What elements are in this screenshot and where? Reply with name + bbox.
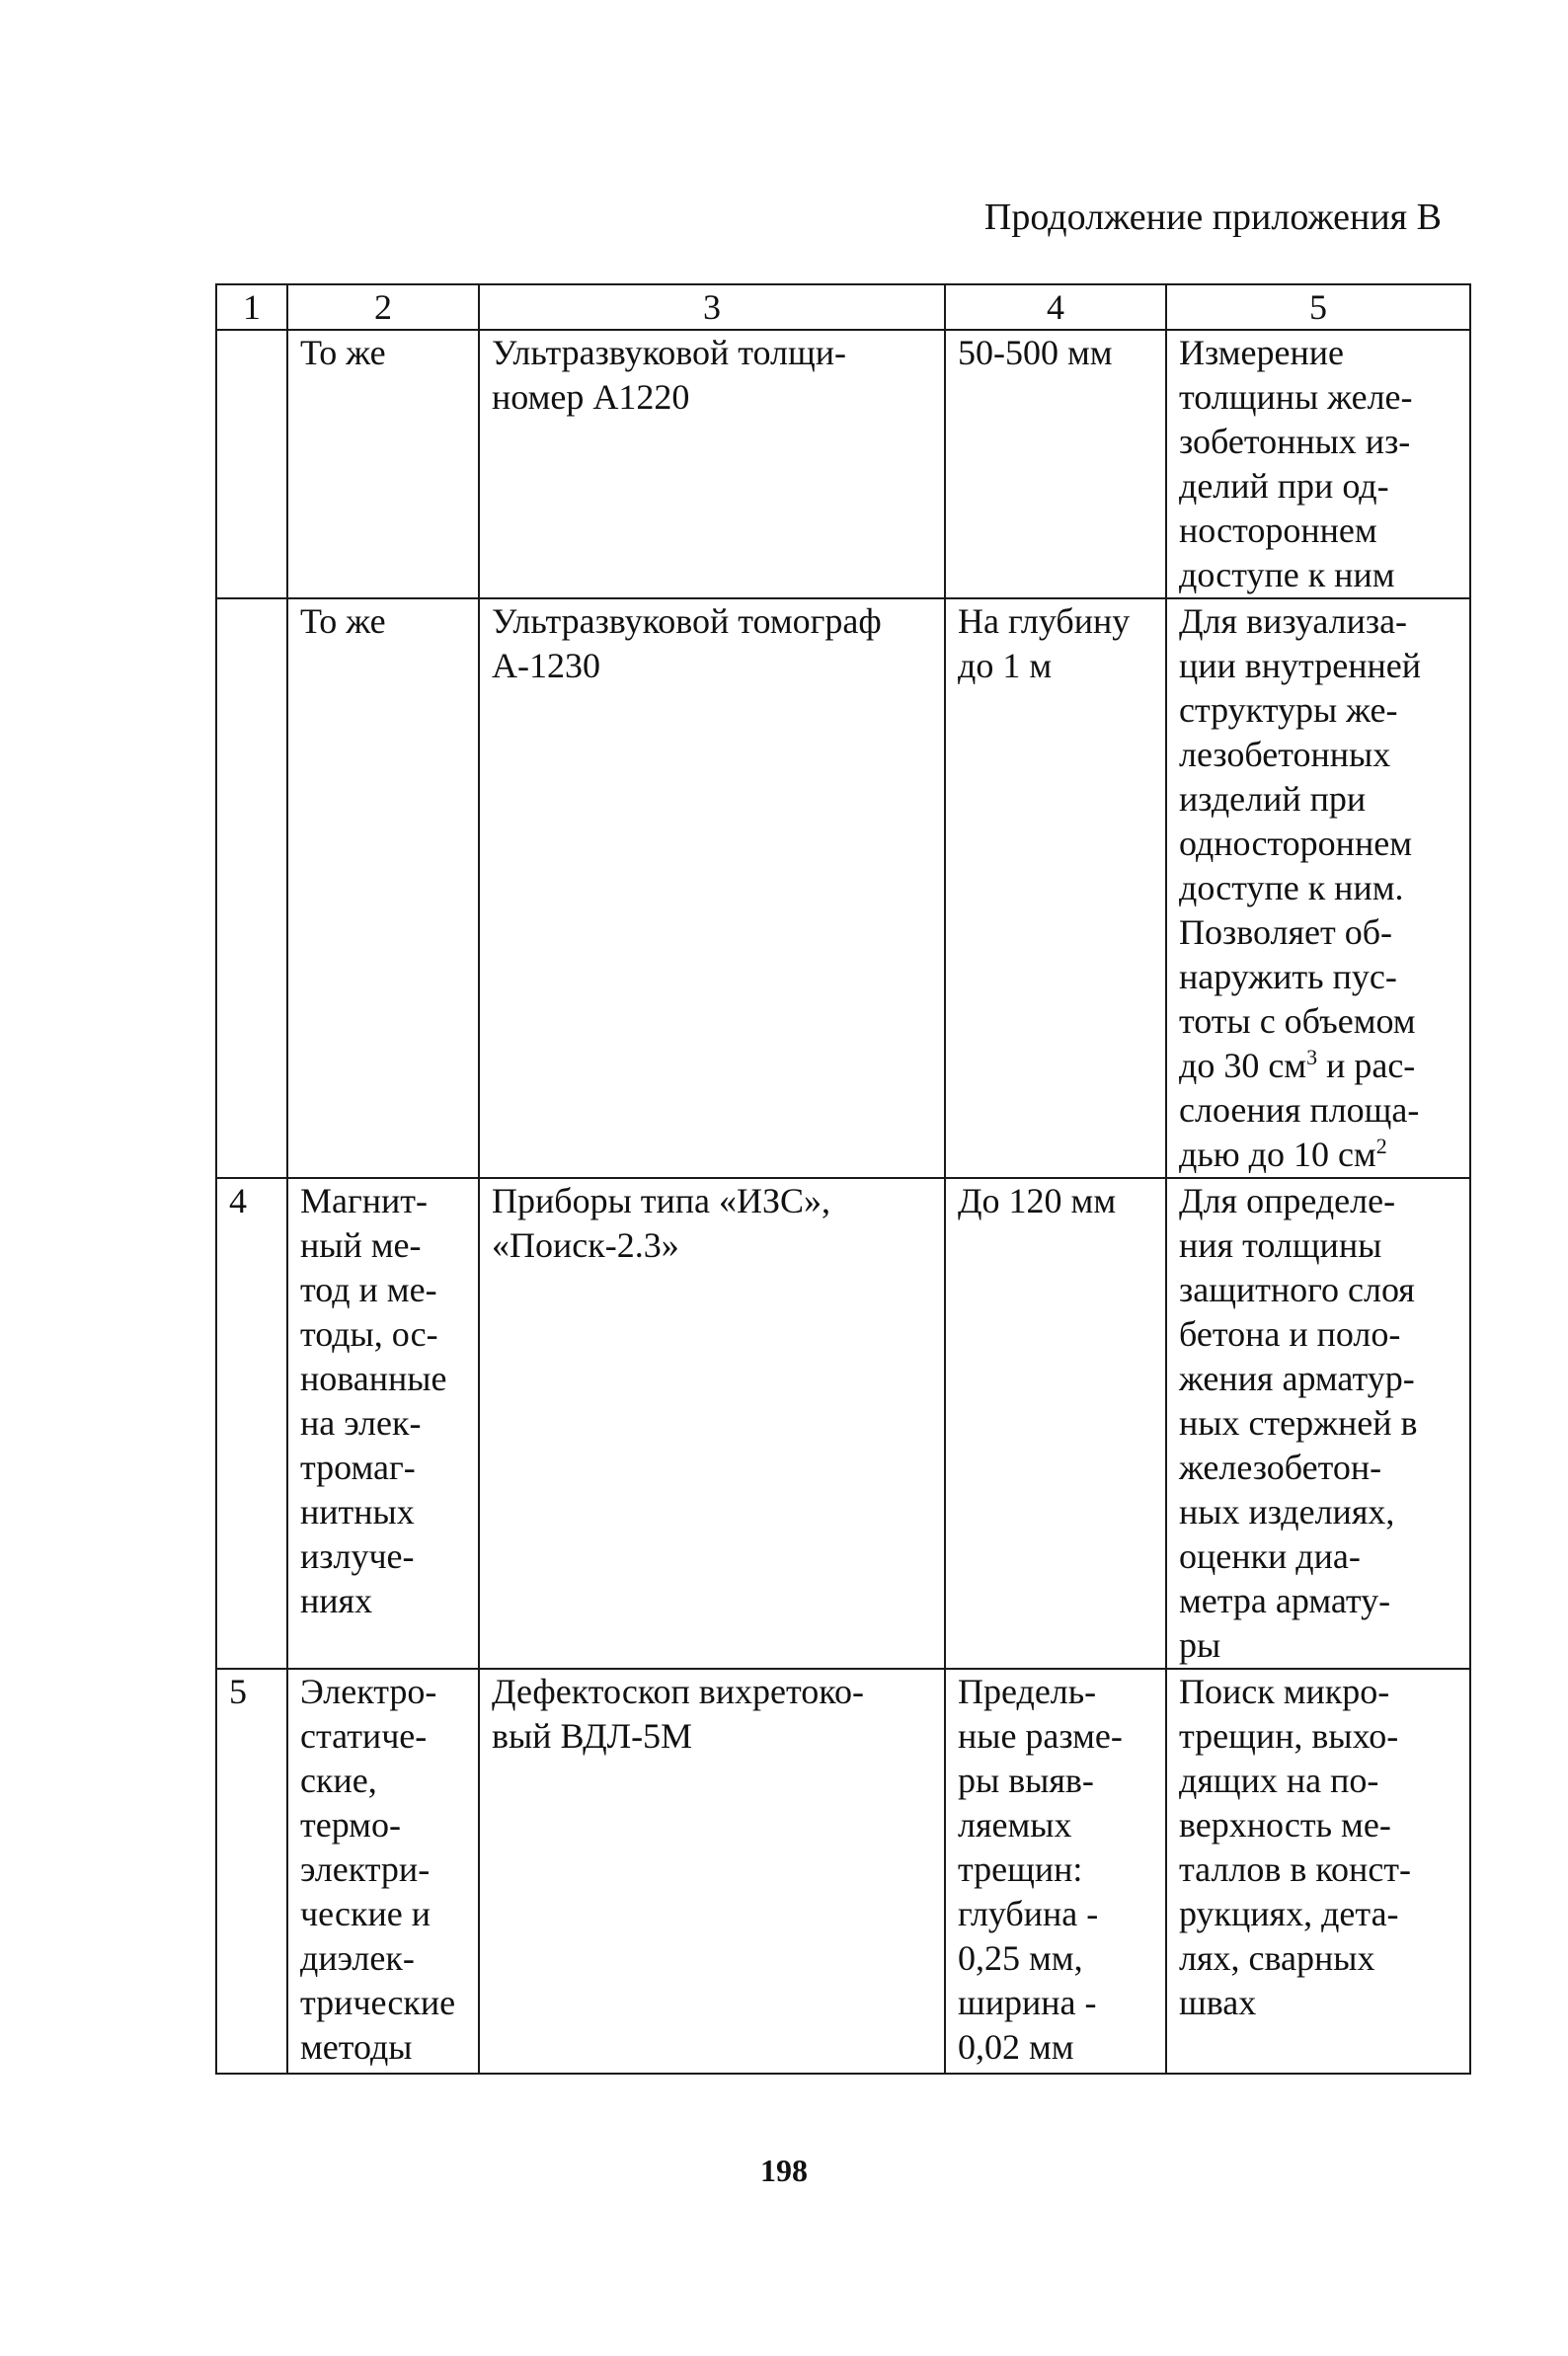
method-text: тод и ме- xyxy=(300,1270,437,1309)
purpose-cell xyxy=(1166,330,1470,598)
column-header: 1 xyxy=(216,284,287,330)
column-header: 2 xyxy=(287,284,479,330)
purpose-text: Позволяет об- xyxy=(1179,912,1393,952)
purpose-text: Для визуализа- xyxy=(1179,601,1408,641)
purpose-text: защитного слоя xyxy=(1179,1270,1415,1309)
method-text: диэлек- xyxy=(300,1938,415,1978)
purpose-volume-suffix: и рас- xyxy=(1317,1046,1416,1085)
purpose-area-prefix: дью до 10 см xyxy=(1179,1135,1376,1174)
device-text: Ультразвуковой толщи- xyxy=(492,333,846,372)
table-row xyxy=(216,1669,1470,2074)
method-cell xyxy=(287,598,479,1178)
purpose-text: Для определе- xyxy=(1179,1181,1396,1220)
range-text: На глубину xyxy=(958,601,1131,641)
range-text: ляемых xyxy=(958,1805,1072,1845)
device-text: А-1230 xyxy=(492,646,600,685)
purpose-area-superscript: 2 xyxy=(1375,1134,1387,1158)
purpose-text: лезобетонных xyxy=(1179,735,1391,774)
purpose-text: ции внутренней xyxy=(1179,646,1421,685)
column-header: 3 xyxy=(479,284,945,330)
purpose-text: жения арматур- xyxy=(1179,1359,1415,1398)
method-cell xyxy=(287,330,479,598)
purpose-text: ры xyxy=(1179,1625,1221,1665)
table-row xyxy=(216,1178,1470,1669)
device-cell xyxy=(479,598,945,1178)
range-text: ширина - xyxy=(958,1983,1097,2022)
device-text: «Поиск-2.3» xyxy=(492,1225,679,1265)
method-text: ниях xyxy=(300,1581,373,1620)
purpose-text: ностороннем xyxy=(1179,510,1377,550)
range-text: ные разме- xyxy=(958,1716,1123,1756)
range-text: трещин: xyxy=(958,1849,1083,1889)
row-number-cell xyxy=(216,330,287,598)
appendix-table xyxy=(215,283,1471,2075)
purpose-text: трещин, выхо- xyxy=(1179,1716,1399,1756)
method-text: нованные xyxy=(300,1359,447,1398)
purpose-text: бетона и поло- xyxy=(1179,1314,1401,1354)
purpose-text: тоты с объемом xyxy=(1179,1001,1416,1041)
method-text: статиче- xyxy=(300,1716,428,1756)
purpose-volume-line xyxy=(1179,1044,1459,1088)
purpose-volume-prefix: до 30 см xyxy=(1179,1046,1307,1085)
method-text: ный ме- xyxy=(300,1225,422,1265)
method-text: Магнит- xyxy=(300,1181,429,1220)
method-text: ские, xyxy=(300,1761,377,1800)
purpose-text: таллов в конст- xyxy=(1179,1849,1412,1889)
row-number-cell xyxy=(216,1669,287,2074)
method-text: ческие и xyxy=(300,1894,431,1933)
purpose-text: изделий при xyxy=(1179,779,1367,819)
range-text: Предель- xyxy=(958,1672,1097,1711)
table-header-row xyxy=(216,284,1470,330)
device-cell xyxy=(479,1178,945,1669)
purpose-text: структуры же- xyxy=(1179,690,1398,730)
range-cell xyxy=(945,1178,1166,1669)
range-cell xyxy=(945,598,1166,1178)
purpose-text: рукциях, дета- xyxy=(1179,1894,1399,1933)
purpose-text: делий при од- xyxy=(1179,466,1389,506)
range-text: ры выяв- xyxy=(958,1761,1094,1800)
method-text: нитных xyxy=(300,1492,415,1531)
purpose-text: зобетонных из- xyxy=(1179,422,1411,461)
device-text: Приборы типа «ИЗС», xyxy=(492,1181,831,1220)
range-text: глубина - xyxy=(958,1894,1099,1933)
column-header: 4 xyxy=(945,284,1166,330)
purpose-text: дящих на по- xyxy=(1179,1761,1379,1800)
method-cell xyxy=(287,1178,479,1669)
purpose-cell xyxy=(1166,1178,1470,1669)
range-cell xyxy=(945,1669,1166,2074)
method-text: электри- xyxy=(300,1849,431,1889)
range-text: 0,02 мм xyxy=(958,2027,1074,2067)
purpose-cell xyxy=(1166,598,1470,1178)
row-number: 5 xyxy=(229,1672,247,1711)
purpose-text: швах xyxy=(1179,1983,1257,2022)
purpose-cell xyxy=(1166,1669,1470,2074)
purpose-text: ных изделиях, xyxy=(1179,1492,1395,1531)
column-header: 5 xyxy=(1166,284,1470,330)
purpose-text: толщины желе- xyxy=(1179,377,1413,417)
range-cell xyxy=(945,330,1166,598)
method-cell xyxy=(287,1669,479,2074)
purpose-text: одностороннем xyxy=(1179,824,1412,863)
range-text: 0,25 мм, xyxy=(958,1938,1083,1978)
purpose-text: метра армату- xyxy=(1179,1581,1391,1620)
device-text: номер А1220 xyxy=(492,377,690,417)
method-text: на элек- xyxy=(300,1403,422,1443)
row-number: 4 xyxy=(229,1181,247,1220)
device-text: Ультразвуковой томограф xyxy=(492,601,882,641)
row-number-cell xyxy=(216,1178,287,1669)
method-text: тоды, ос- xyxy=(300,1314,438,1354)
method-text: термо- xyxy=(300,1805,401,1845)
purpose-text: ния толщины xyxy=(1179,1225,1382,1265)
purpose-volume-superscript: 3 xyxy=(1306,1045,1318,1069)
purpose-text: Измерение xyxy=(1179,333,1344,372)
method-text: То же xyxy=(300,601,386,641)
purpose-text: лях, сварных xyxy=(1179,1938,1375,1978)
purpose-text: ных стержней в xyxy=(1179,1403,1418,1443)
purpose-area-line xyxy=(1179,1133,1459,1177)
table-row xyxy=(216,598,1470,1178)
device-cell xyxy=(479,330,945,598)
purpose-text: слоения площа- xyxy=(1179,1090,1420,1130)
purpose-text: оценки диа- xyxy=(1179,1536,1361,1576)
method-text: методы xyxy=(300,2027,413,2067)
method-text: тромаг- xyxy=(300,1448,416,1487)
device-text: Дефектоскоп вихретоко- xyxy=(492,1672,864,1711)
device-text: вый ВДЛ-5М xyxy=(492,1716,693,1756)
row-number-cell xyxy=(216,598,287,1178)
purpose-text: доступе к ним xyxy=(1179,555,1395,594)
method-text: То же xyxy=(300,333,386,372)
purpose-text: доступе к ним. xyxy=(1179,868,1404,907)
device-cell xyxy=(479,1669,945,2074)
range-text: до 1 м xyxy=(958,646,1053,685)
purpose-text: железобетон- xyxy=(1179,1448,1382,1487)
page-header-title: Продолжение приложения В xyxy=(983,196,1442,238)
range-text: До 120 мм xyxy=(958,1181,1117,1220)
page-number: 198 xyxy=(760,2153,808,2188)
purpose-text: верхность ме- xyxy=(1179,1805,1391,1845)
method-text: излуче- xyxy=(300,1536,415,1576)
range-text: 50-500 мм xyxy=(958,333,1113,372)
purpose-text: Поиск микро- xyxy=(1179,1672,1390,1711)
table-row xyxy=(216,330,1470,598)
method-text: Электро- xyxy=(300,1672,437,1711)
method-text: трические xyxy=(300,1983,456,2022)
purpose-text: наружить пус- xyxy=(1179,957,1397,996)
